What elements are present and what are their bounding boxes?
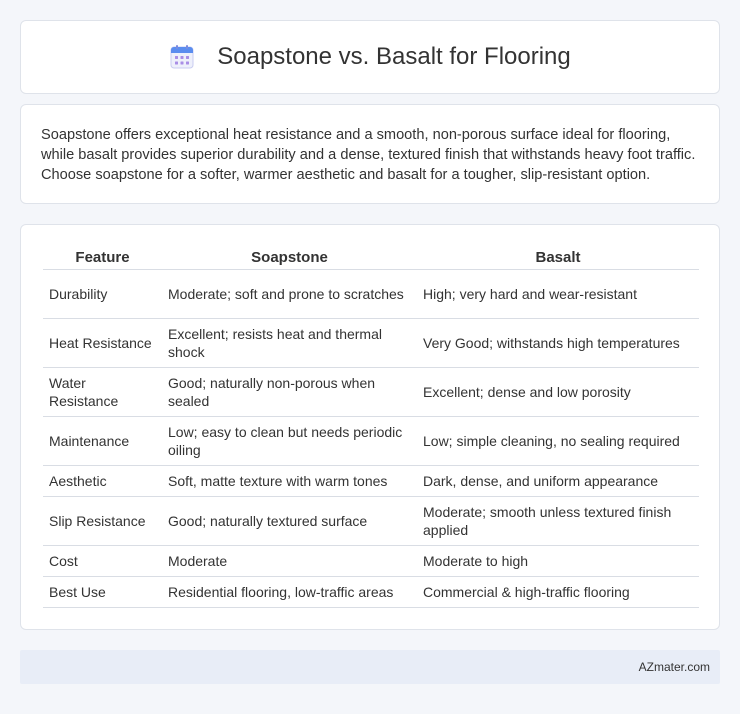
table-row [43,545,699,576]
cell-feature: Best Use [43,576,162,607]
cell-basalt: Moderate to high [417,545,699,576]
cell-basalt: Commercial & high-traffic flooring [417,576,699,607]
cell-feature: Heat Resistance [43,318,162,367]
cell-feature: Cost [43,545,162,576]
cell-feature: Aesthetic [43,465,162,496]
title-card [20,20,720,94]
footer [20,650,720,684]
header-basalt: Basalt [417,241,699,269]
cell-soapstone: Good; naturally non-porous when sealed [162,367,417,416]
cell-soapstone: Low; easy to clean but needs periodic oiling [162,416,417,465]
cell-feature: Durability [43,269,162,318]
header-feature: Feature [43,241,162,269]
title-wrap [169,43,571,71]
table-row [43,576,699,607]
table-row [43,416,699,465]
cell-basalt: Low; simple cleaning, no sealing required [417,416,699,465]
calendar-icon [169,44,195,70]
cell-soapstone: Residential flooring, low-traffic areas [162,576,417,607]
cell-basalt: Dark, dense, and uniform appearance [417,465,699,496]
cell-soapstone: Excellent; resists heat and thermal shock [162,318,417,367]
table-row [43,318,699,367]
cell-feature: Slip Resistance [43,496,162,545]
cell-soapstone: Moderate [162,545,417,576]
intro-paragraph: Soapstone offers exceptional heat resistance and a smooth, non-porous surface ideal for flooring, while basalt provides superior durability and a dense, textured finish that withstands heavy foot traffic. Choose soapstone for a softer, warmer aesthetic and basalt for a tougher, slip-resistant option. [41,127,696,183]
cell-basalt: High; very hard and wear-resistant [417,269,699,318]
comparison-card [20,224,720,630]
table-row [43,465,699,496]
comparison-table [43,241,699,608]
table-row [43,367,699,416]
cell-soapstone: Moderate; soft and prone to scratches [162,269,417,318]
cell-basalt: Very Good; withstands high temperatures [417,318,699,367]
page-title: Soapstone vs. Basalt for Flooring [217,43,571,70]
cell-soapstone: Good; naturally textured surface [162,496,417,545]
table-row [43,269,699,318]
footer-site-name: AZmater.com [638,660,710,674]
table-header-row [43,241,699,269]
header-soapstone: Soapstone [162,241,417,269]
table-row [43,496,699,545]
cell-feature: Maintenance [43,416,162,465]
cell-feature: Water Resistance [43,367,162,416]
cell-basalt: Excellent; dense and low porosity [417,367,699,416]
cell-soapstone: Soft, matte texture with warm tones [162,465,417,496]
cell-basalt: Moderate; smooth unless textured finish applied [417,496,699,545]
intro-card [20,104,720,204]
